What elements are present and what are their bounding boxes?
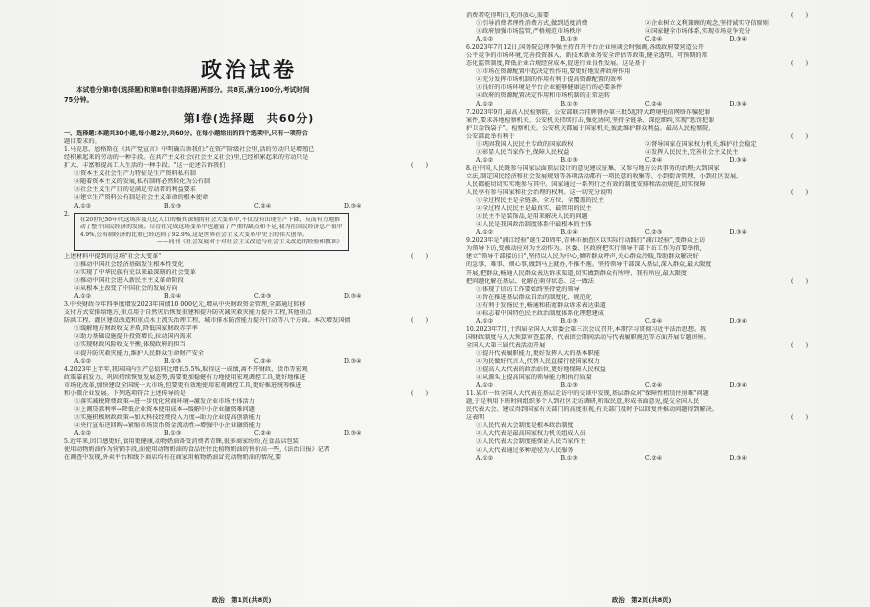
stem-line: 人民都能切切实实地参与其中。国家通过一系列行之有效的制度安排和活动规范,切实保障 (466, 180, 706, 188)
option-c[interactable]: C.②③ (254, 293, 272, 301)
options (466, 229, 814, 237)
question-8 (466, 165, 814, 237)
stem-line (64, 253, 434, 261)
intro-line: 75分钟。 (64, 96, 93, 105)
stem-line (466, 133, 814, 141)
stem-line: 支付方式安排给地方,重点用于自然灾后恢复重建和提升防灾减灾救灾能力提升工程,其他重点 (64, 309, 312, 317)
option-a[interactable]: A.①② (476, 156, 494, 164)
option-d[interactable]: D.③④ (344, 357, 362, 365)
options (466, 157, 814, 165)
item: ③彰显人民当家作主,保障人民权益 (476, 148, 570, 156)
item: ②充分发挥市场机制的作用有利于提高资源配置的效率 (476, 76, 623, 84)
item: ④提升防灾救灾能力,维护人民群众生命财产安全 (74, 349, 204, 357)
item: ①提升代表履职能力,更好发挥人大的基本职能 (476, 349, 600, 357)
stem-line: 民代表大会。建议得到国家有关部门的高度重视,有关部门及时予以回复并推动问题得到解决。 (466, 406, 718, 414)
options (466, 455, 814, 463)
answer-paren: ( ) (791, 12, 808, 19)
item: ③政府加强市场监管,严格规范市场秩序 (476, 28, 582, 36)
stem-line: 10.2023年7月,十四届全国人大常委会第三次会议召开,本期学习贯彻习近平法治思想。我 (466, 325, 707, 333)
option-b[interactable]: B.①③ (560, 36, 578, 44)
item: ①推动中国社会经济基础发生根本性变化 (74, 260, 184, 268)
question-number: 2. (64, 210, 70, 218)
stem-line (466, 189, 814, 197)
option-b[interactable]: B.①④ (164, 293, 182, 301)
page-footer-left: 政治 第1页(共8页) (212, 596, 272, 604)
intro-line: 本试卷分第Ⅰ卷(选择题)和第Ⅱ卷(非选择题)两部分。共8页,满分100分,考试时间 (76, 86, 310, 95)
item: ②督导国家在国家权力机关,维护社会稳定 (645, 140, 757, 148)
item-row (466, 28, 814, 36)
option-b[interactable]: B.①③ (560, 100, 578, 108)
item: ③提高人大代表的政治站位,更好地保障人民权益 (476, 366, 606, 374)
item-row (466, 20, 814, 28)
option-d[interactable]: D.③④ (729, 100, 748, 108)
option-b[interactable]: B.①④ (560, 229, 578, 237)
question-4 (64, 366, 434, 438)
stem-line (466, 278, 814, 286)
question-10 (466, 326, 814, 390)
stem-text: 人民享有参与国家和社会治理的权利。这一切充分说明 (466, 189, 613, 197)
question-5-continued (466, 12, 814, 44)
stem-line: 4.2023年上半年,我国国内生产总值同比增长5.5%,取得这一成绩,离不开财政、货币等宏观 (64, 365, 308, 373)
stem-line (64, 162, 434, 170)
question-1 (64, 146, 434, 210)
option-c[interactable]: C.②④ (254, 357, 272, 365)
item: ②随着资本主义的发展,私有制将必然转化为公有制 (74, 178, 210, 186)
option-c[interactable]: C.②④ (645, 156, 663, 164)
option-a[interactable]: A.①② (74, 293, 92, 301)
option-c[interactable]: C.②④ (645, 317, 663, 325)
question-6 (466, 44, 814, 108)
option-a[interactable]: A.①② (476, 36, 494, 44)
item: ②上调贷款利率→降低企业资本使用成本→缓解中小企业融资难问题 (74, 405, 255, 413)
q2-header (64, 211, 434, 253)
option-c[interactable]: C.②④ (254, 202, 272, 210)
answer-paren: ( ) (791, 60, 808, 68)
options (64, 430, 434, 438)
option-d[interactable]: D.③④ (344, 293, 362, 301)
item: ④发挥人民民主,完善社会主义民主 (645, 148, 739, 156)
option-c[interactable]: C.②④ (645, 36, 663, 44)
answer-paren: ( ) (411, 252, 428, 260)
stem-line: 7.2023年9月,最高人民检察院、公安部联合挂牌督办第三批5起特大跨境电信网络诈骗犯罪 (466, 108, 711, 116)
question-3 (64, 301, 434, 365)
stem-line: 公平竞争的市场环境,完善投资准入、新技术新业务安全评估等政策,健全透明、可预期的常 (466, 52, 708, 60)
stem-line: 在调查中发现,外卖平台和线下商店均有在商家用植物奶油冒充动物奶油的情况,要 (64, 454, 282, 462)
stem-line (466, 342, 814, 350)
item: ④央行宣布逆回购→紧缩市场货币资金流动性→增强中小企业融资能力 (74, 421, 261, 429)
stem-line: 开展,把群众,畅通人民群众表达诉求渠道,切实做到群众有所呼、我有所应,最大限度 (466, 269, 688, 277)
option-a[interactable]: A.①② (476, 382, 494, 390)
item: ③社会主义生产目的是满足劳动者的利益要求 (74, 186, 196, 194)
option-d[interactable]: D.③④ (729, 454, 748, 462)
item: ④人大代表通过多种途径为人民服务 (476, 446, 574, 454)
page-footer-right: 政治 第2页(共8页) (612, 596, 672, 604)
stem-text: 防洪工程、灌区建设改造和重点水土流失治理工程、城市排水防涝能力提升行动等八个方面。本次增发国债 (64, 317, 351, 325)
stem-line: 11.某市一位全国人大代表在基层走访中的交谈中发现,基层群众对"保障性租赁住房难"问题 (466, 390, 709, 398)
option-b[interactable]: B.①③ (560, 156, 578, 164)
question-9 (466, 237, 814, 326)
option-b[interactable]: B.①③ (164, 429, 182, 437)
stem-line: 9.2023年是"浦江经验"诞生20周年,青林市抽查区以实际行动践行"浦江经验",变群众上访 (466, 237, 706, 245)
doc-title: 政治试卷 (201, 58, 297, 82)
item: ④从根本上改变了中国社会的发展方向 (74, 285, 178, 293)
item: ②助力基础设施提升投资增长,拉动国内需求 (74, 333, 192, 341)
item: ④政府的资源配置决定作用和市场机制的正常运转 (476, 92, 611, 100)
option-d[interactable]: D.③④ (729, 36, 748, 44)
options (466, 36, 814, 44)
question-7 (466, 109, 814, 165)
stem-line: 3.中央财政今年四季度增发2023年国债10 000亿元,增从中央财政资金管理,全部通过转移 (64, 301, 306, 309)
stem-line (466, 414, 814, 422)
answer-paren: ( ) (411, 162, 428, 170)
item: ③民主不是装饰品,是用来解决人民的问题 (476, 213, 588, 221)
option-c[interactable]: C.②④ (645, 382, 663, 390)
item: ①体现了信访工作要始终坚持党的领导 (476, 285, 580, 293)
option-a[interactable]: A.①② (74, 429, 92, 437)
answer-paren: ( ) (791, 132, 808, 140)
question-5 (64, 438, 434, 462)
stem-line (466, 12, 814, 20)
item: ③实现财政风险收支平衡,体现政府的担当 (74, 341, 186, 349)
stem-text: 上述材料中提到的这场"社会大变革" (64, 252, 162, 260)
option-d[interactable]: D.③④ (729, 229, 748, 237)
stem-line: 的急事、难事、烦心事,做到马上就办,不推不拖。坚持领导干部深入基层,深入群众,最大限度 (466, 261, 712, 269)
section-head: 一、选择题:本题共30小题,每小题2分,共60分。在每小题给出的四个选项中,只有一项符合 (64, 130, 308, 138)
option-b[interactable]: B.①③ (560, 382, 578, 390)
stem-line (466, 60, 814, 68)
quote-line: 在20世纪50年代这场涉及几亿人口的极其深刻的社会大变革中,不仅没有出现生产下降、反而有力地推 (79, 216, 340, 223)
item: ①人民代表大会制度是根本政治制度 (476, 422, 574, 430)
option-d[interactable]: D.③④ (344, 202, 362, 210)
item: ①引导消费者理性消费方式,做到适度消费 (476, 20, 588, 28)
option-c[interactable]: C.②③ (645, 229, 663, 237)
stem-line: 为领导下访,变被动应对为主动作为。区委、区政府把实行领导干部下访工作为首要举措, (466, 245, 702, 253)
item: ④标志着中国特色民主政治制度体系化理想建成 (476, 309, 604, 317)
stem-line: 案件,要求各地检察机关、公安机关持续打击,强化协同,坚持全链条、深挖细纠,实现"惩罚犯罪 (466, 116, 715, 124)
item: ②为民做好代言人,代替人民直接行使国家权力 (476, 358, 600, 366)
options (64, 203, 434, 211)
stem-line: 立法,制定国民经济和社会发展规划等各项活动都有一项民意的收集等、小到街舍管理、小到社区发展、 (466, 172, 743, 180)
option-b[interactable]: B.①③ (560, 454, 578, 462)
stem-line: 护卫金钱袋子"。检察机关、公安机关都属于国家机关,彼此维护群众利益。最高人民检察院、 (466, 124, 715, 132)
option-b[interactable]: B.①③ (164, 357, 182, 365)
item: ②企业树立义利兼顾的观念,坚持诚实守信原则 (645, 20, 769, 28)
stem-line: 6.2023年7月12日,国务院总理李强主持召开平台企业座谈会时强调,各级政府要营造公开 (466, 44, 704, 52)
section-head: 题目要求的。 (64, 138, 101, 146)
left-column (64, 0, 434, 607)
item: ②实现了中华民族有史以来最深刻的社会变革 (74, 269, 196, 277)
answer-paren: ( ) (791, 414, 808, 422)
option-a[interactable]: A.①② (476, 100, 494, 108)
stem-line (64, 317, 434, 325)
stem-text: 全国人大第三届代表活动开展 (466, 341, 546, 349)
item: ③有利于发扬民主,畅通和拓宽群众诉求表达渠道 (476, 301, 606, 309)
option-b[interactable]: B.①③ (560, 317, 578, 325)
stem-line: 经积累起来的劳动的一种手段。在共产主义社会(社会主义社会)里,已经积累起来的劳动只是 (64, 154, 309, 162)
stem-text: 把问题化解在基层、化解在萌芽状态。这一做法 (466, 277, 594, 285)
quote-line: 4.9%,公有制经济的比重已经达到了92.9%,这是世界社会主义大变革中史上的伟大创举。 (79, 231, 308, 238)
item: ④从源头上提高国家的领导能力和执行质量 (476, 374, 592, 382)
section-title: 第Ⅰ卷(选择题 共60分) (183, 112, 315, 126)
item: ①市场在资源配置中起决定性作用,要更好地发挥政府作用 (476, 68, 631, 76)
stem-line: 建立"领导干部接访日",坚持以人民为中心,倾听群众呼声,关心群众冷暖,帮助群众解决好 (466, 253, 699, 261)
stem-line: 8.在中国,人民既参与国家层面顶层设计的意见建议征集、又参与地方公共事务的治理;大到国家 (466, 164, 720, 172)
stem-line: 5.近年来,因口感更好,食用更健康,动物奶油备受消费者青睐,很多商家纷纷,在食品店包装 (64, 438, 299, 446)
item: ②旨在推进基层群众自治的制度化、规范化 (476, 293, 592, 301)
stem-text: 态化监管制度,降低企业合规经营成本,促进行业良性发展。这是基于 (466, 60, 647, 68)
item: ④国家健全市场体系,实现市场竞争充分 (645, 28, 751, 36)
stem-text: 公安部此举有利于 (466, 132, 515, 140)
doc-intro (64, 85, 434, 105)
item: ②全过程人民民主是最真实、最管用的民主 (476, 205, 592, 213)
answer-paren: ( ) (411, 317, 428, 325)
item: ③推动中国社会进入新民主主义革命阶段 (74, 277, 184, 285)
question-11 (466, 390, 814, 462)
stem-text: 消费者吃得明白,吃得放心,需要 (466, 12, 550, 19)
item: ①落实减税降费政策→进一步优化营商环境→激发企业市场主体活力 (74, 397, 255, 405)
stem-line: 题,于是利用下班时间组织多个人到社区走访调研,听取民意,形成书面意见,提交全国人民 (466, 398, 700, 406)
option-d[interactable]: D.③④ (729, 317, 748, 325)
item: ④建立生产资料公有制是社会主义革命的根本使命 (74, 194, 209, 202)
stem-text: 和小微企业发展。下列选项符合上述传导的是 (64, 389, 186, 397)
stem-line: 1.马克思、恩格斯在《共产党宣言》中明确告诉我们:"在资产阶级社会里,活的劳动只是增殖已 (64, 146, 315, 154)
option-c[interactable]: C.②④ (645, 100, 663, 108)
option-a[interactable]: A.①② (476, 229, 494, 237)
answer-paren: ( ) (791, 189, 808, 197)
option-d[interactable]: D.③④ (729, 382, 748, 390)
option-c[interactable]: C.②④ (645, 454, 663, 462)
option-a[interactable]: A.①② (476, 454, 494, 462)
stem-text: 这表明 (466, 414, 485, 422)
option-a[interactable]: A.①② (74, 202, 92, 210)
item: ③实施积极财政政策→加大科技经费投入力度→助力企业提高创新能力 (74, 413, 261, 421)
option-a[interactable]: A.①② (476, 317, 494, 325)
stem-line: 市场化改革,加快建设全国统一大市场,但要更有效地使用宏观调控工具,更好推进统筹推进 (64, 381, 302, 389)
item: ①巩固我国人民民主专政的国家政权 (476, 140, 574, 148)
options (466, 101, 814, 109)
answer-paren: ( ) (411, 389, 428, 397)
options (64, 358, 434, 366)
stem-line: 国财政制度与人大预算审查监督、代表团会期间活动与代表履职规范等方面开展专题讲座。 (466, 333, 710, 341)
item-row (466, 149, 814, 157)
answer-paren: ( ) (791, 277, 808, 285)
options (64, 293, 434, 301)
quote-source: ——同刊《社会发展对于对社会主义改造与社会主义改造的经验和教训》 (157, 239, 343, 246)
options (466, 318, 814, 326)
item: ③人民代表大会制度能保证人民当家作主 (476, 438, 586, 446)
item: ①资本主义社会生产力特征是生产资料私有制 (74, 170, 196, 178)
quote-box (74, 213, 349, 251)
stem-text: 扩大、丰富和提高工人生活的一种手段。"这一论述告诉我们 (64, 162, 226, 170)
right-column (466, 0, 814, 607)
option-d[interactable]: D.③④ (344, 429, 362, 437)
item: ①全过程民主是全链条、全方位、全覆盖的民主 (476, 197, 604, 205)
item: ③良好的市场环境是平台企业能够健康运行的必要条件 (476, 84, 623, 92)
quote-line: 动了整个国民经济的发展。尽管在完成这场变革中也遗留了严重的缺点和不足,我为在国民经济总产值中 (79, 224, 343, 231)
option-c[interactable]: C.②④ (254, 429, 272, 437)
question-2 (64, 211, 434, 302)
item: ④人民是我国政治制度体系中最根本的主体 (476, 221, 592, 229)
stem-line (64, 390, 434, 398)
item: ①缓解地方财政收支矛盾,降低国家财政赤字率 (74, 325, 198, 333)
stem-line: 使用动物奶油作为营销手段,而使用动物奶油的食品往往比植物奶油的售价高一些,《法治日报》记者 (64, 446, 330, 454)
item-row (466, 141, 814, 149)
options (466, 382, 814, 390)
item: ②人大代表是最高国家权力机关组成人员 (476, 430, 586, 438)
answer-paren: ( ) (791, 341, 808, 349)
option-d[interactable]: D.③④ (729, 156, 748, 164)
option-a[interactable]: A.①② (74, 357, 92, 365)
option-b[interactable]: B.①③ (164, 202, 182, 210)
stem-line: 政策靠前发力。巩固持续恢复发展态势,需要更加稳健有力地使用宏观调控工具,更好地推进 (64, 373, 306, 381)
